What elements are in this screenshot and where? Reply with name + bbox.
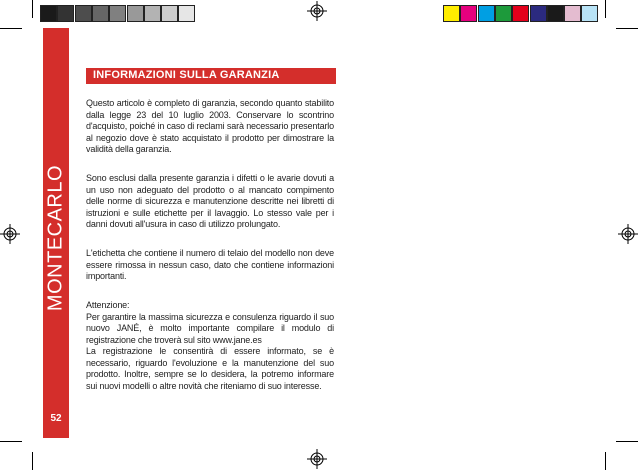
- registration-mark-icon: [307, 1, 327, 21]
- calibration-swatch: [144, 5, 161, 22]
- paragraph: L'etichetta che contiene il numero di telaio del modello non deve essere rimossa in nessun caso, dato che contiene informazioni importanti.: [86, 248, 334, 281]
- brand-name: MONTECARLO: [44, 164, 67, 312]
- calibration-swatch: [109, 5, 126, 22]
- calibration-swatch: [460, 5, 477, 22]
- page-number: 52: [50, 413, 62, 424]
- calibration-swatch: [495, 5, 512, 22]
- calibration-swatch: [547, 5, 564, 22]
- crop-mark: [32, 452, 33, 470]
- calibration-swatch: [178, 5, 195, 22]
- crop-mark: [616, 28, 638, 29]
- crop-mark: [32, 0, 33, 18]
- calibration-swatch: [127, 5, 144, 22]
- calibration-swatch: [40, 5, 57, 22]
- calibration-swatch: [581, 5, 598, 22]
- paragraph: Attenzione: Per garantire la massima sicurezza e consulenza riguardo il suo nuovo JANÉ, è molto importante compilare il modulo di registrazione che troverà sul sito www.jane.es La registrazione le consentirà di essere informato, se è necessario, riguardo l'evoluzione e la manutenzione del suo prodotto. Inoltre, sempre se lo desidera, la potremo informare sui nuovi modelli o altre novità che riteniamo di suo interesse.: [86, 300, 334, 391]
- calibration-swatch: [512, 5, 529, 22]
- crop-mark: [616, 441, 638, 442]
- registration-mark-icon: [618, 224, 638, 244]
- calibration-swatch: [530, 5, 547, 22]
- paragraph: Sono esclusi dalla presente garanzia i difetti o le avarie dovuti a un uso non adeguato del prodotto o al mancato compimento delle norme di sicurezza e manutenzione descritte nei libretti di istruzioni e sulle etichette per il lavaggio. Lo stesso vale per i danni dovuti all'usura in caso di utilizzo prolungato.: [86, 173, 334, 229]
- crop-mark: [0, 441, 22, 442]
- calibration-swatch: [57, 5, 74, 22]
- calibration-swatch: [92, 5, 109, 22]
- crop-mark: [605, 0, 606, 18]
- registration-mark-icon: [0, 224, 20, 244]
- calibration-swatch: [443, 5, 460, 22]
- section-title: INFORMAZIONI SULLA GARANZIA: [93, 69, 280, 81]
- calibration-swatch: [478, 5, 495, 22]
- calibration-swatch: [75, 5, 92, 22]
- crop-mark: [605, 452, 606, 470]
- paragraph: Questo articolo è completo di garanzia, secondo quanto stabilito dalla legge 23 del 10 luglio 2003. Conservare lo scontrino d'acquisto, poiché in caso di reclami sarà necessario presentarlo al negozio dove è stato acquistato il prodotto per dimostrare la validità della garanzia.: [86, 98, 334, 154]
- calibration-swatch: [161, 5, 178, 22]
- crop-mark: [0, 28, 22, 29]
- calibration-swatch: [564, 5, 581, 22]
- registration-mark-icon: [307, 449, 327, 469]
